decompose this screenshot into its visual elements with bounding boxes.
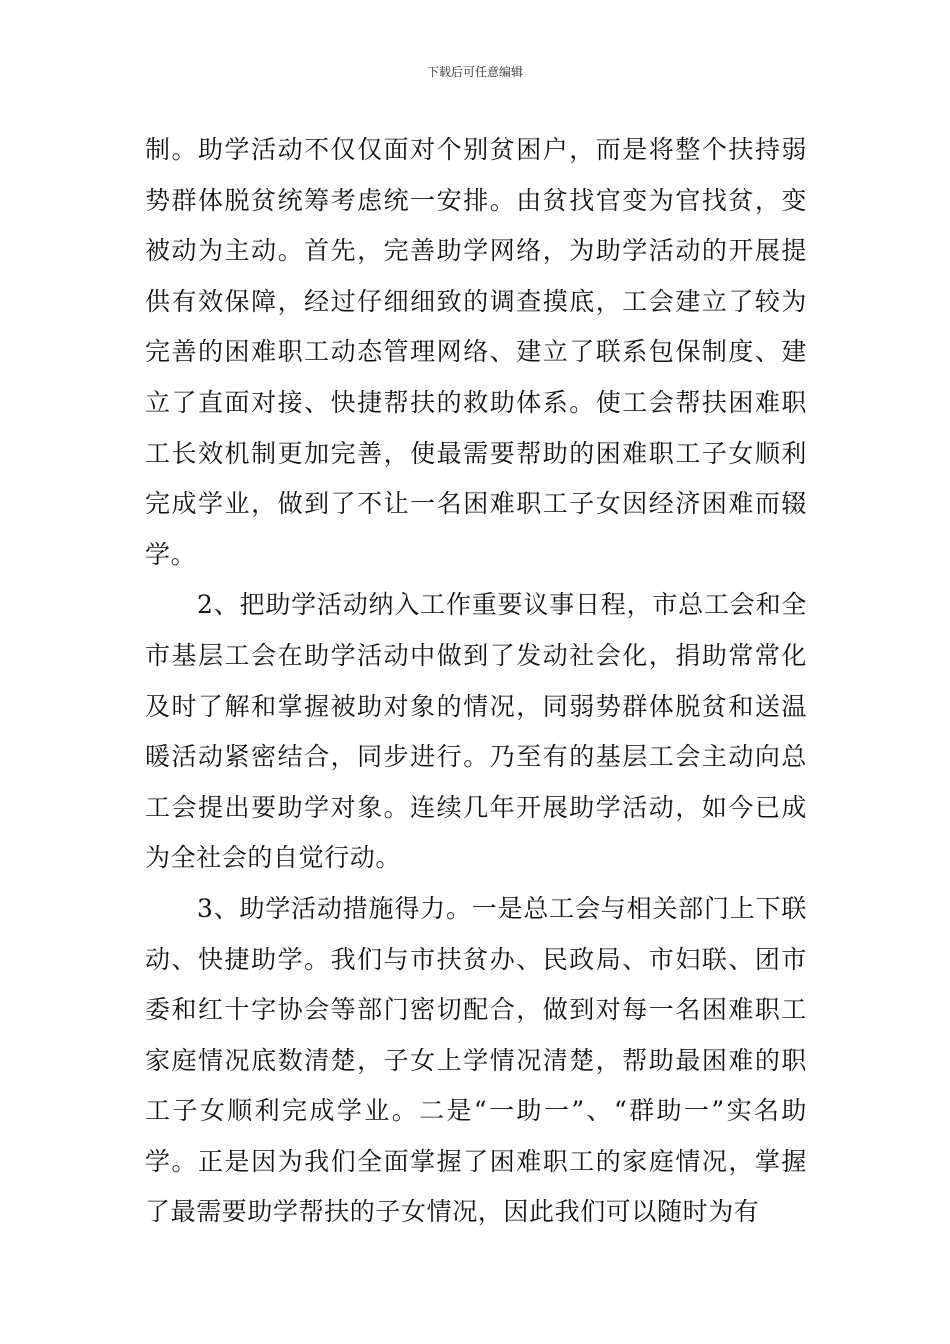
- paragraph-item-2: 2、把助学活动纳入工作重要议事日程，市总工会和全市基层工会在助学活动中做到了发动社会化，捐助常常化及时了解和掌握被助对象的情况，同弱势群体脱贫和送温暖活动紧密结合，同步进行。乃至有的基层工会主动向总工会提出要助学对象。连续几年开展助学活动，如今已成为全社会的自觉行动。: [145, 590, 807, 873]
- page-header: 下载后可任意编辑: [426, 65, 523, 79]
- paragraph-continuation: 制。助学活动不仅仅面对个别贫困户，而是将整个扶持弱势群体脱贫统筹考虑统一安排。由贫找官变为官找贫，变被动为主动。首先，完善助学网络，为助学活动的开展提供有效保障，经过仔细细致的调查摸底，工会建立了较为完善的困难职工动态管理网络、建立了联系包保制度、建立了直面对接、快捷帮扶的救助体系。使工会帮扶困难职工长效机制更加完善，使最需要帮助的困难职工子女顺利完成学业，做到了不让一名困难职工子女因经济困难而辍学。: [145, 135, 807, 569]
- paragraph-item-3: 3、助学活动措施得力。一是总工会与相关部门上下联动、快捷助学。我们与市扶贫办、民政局、市妇联、团市委和红十字协会等部门密切配合，做到对每一名困难职工家庭情况底数清楚，子女上学情况清楚，帮助最困难的职工子女顺利完成学业。二是“一助一”、“群助一”实名助学。正是因为我们全面掌握了困难职工的家庭情况，掌握了最需要助学帮扶的子女情况，因此我们可以随时为有: [145, 893, 807, 1227]
- document-body: [145, 125, 807, 1238]
